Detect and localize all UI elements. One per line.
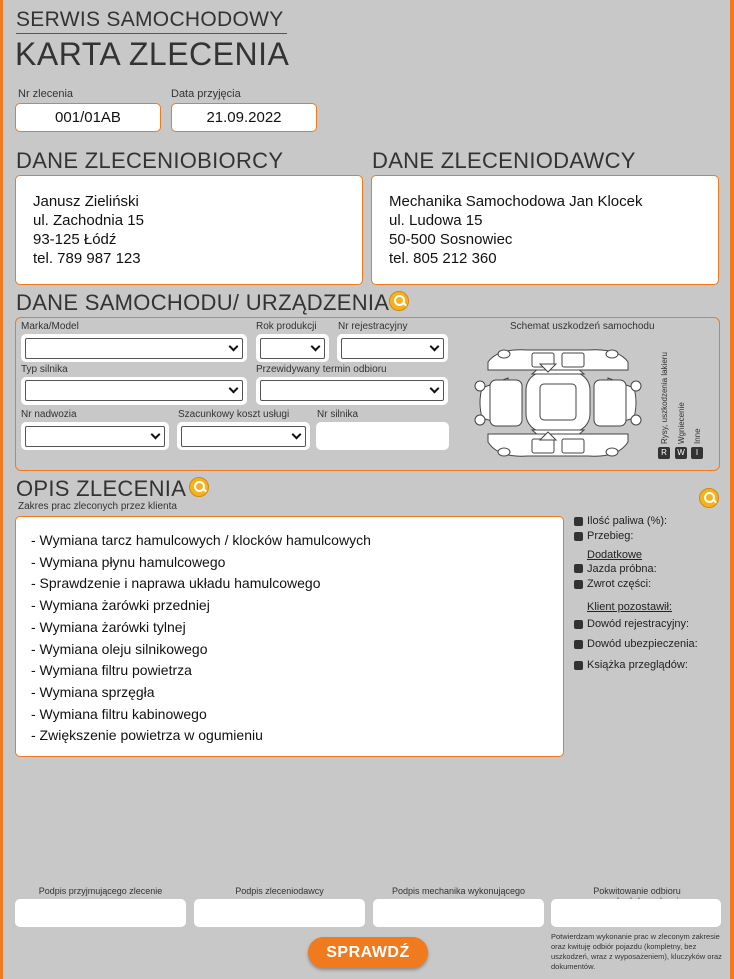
task-item: - Wymiana tarcz hamulcowych / klocków hamulcowych	[31, 532, 371, 548]
signature-mechanic-field[interactable]	[373, 899, 544, 927]
mileage-label: Przebieg:	[587, 530, 634, 542]
test-drive-checkbox[interactable]	[574, 564, 583, 573]
task-item: - Wymiana filtru powietrza	[31, 662, 192, 679]
parts-return-checkbox[interactable]	[574, 580, 583, 589]
order-date-label: Data przyjęcia	[171, 88, 241, 100]
contractor-name: Mechanika Samochodowa Jan Klocek	[389, 193, 643, 210]
client-phone: tel. 789 987 123	[33, 250, 141, 267]
pickup-date-label: Przewidywany termin odbioru	[256, 364, 387, 375]
vehicle-heading: DANE SAMOCHODU/ URZĄDZENIA	[16, 290, 390, 315]
task-item: - Wymiana żarówki tylnej	[31, 618, 186, 635]
client-name: Janusz Zieliński	[33, 193, 139, 210]
task-item: - Wymiana filtru kabinowego	[31, 705, 207, 722]
signature-pickup-field[interactable]	[551, 899, 721, 927]
legend-label-dent: Wgniecenie	[677, 402, 686, 444]
client-street: ul. Zachodnia 15	[33, 212, 144, 229]
chevron-down-icon	[151, 430, 161, 440]
pickup-date-select[interactable]	[260, 380, 444, 401]
signature-client-label: Podpis zleceniodawcy	[235, 886, 324, 896]
task-item: - Wymiana żarówki przedniej	[31, 597, 210, 614]
signature-receiver-label: Podpis przyjmującego zlecenie	[38, 886, 163, 896]
cost-label: Szacunkowy koszt usługi	[178, 409, 290, 420]
fuel-checkbox[interactable]	[574, 517, 583, 526]
service-book-checkbox[interactable]	[574, 661, 583, 670]
chevron-down-icon	[430, 342, 440, 352]
year-select[interactable]	[260, 338, 325, 359]
task-item: - Wymiana płynu hamulcowego	[31, 553, 226, 570]
registration-label: Nr rejestracyjny	[338, 321, 408, 332]
chevron-down-icon	[229, 342, 239, 352]
service-book-label: Książka przeglądów:	[587, 659, 688, 671]
task-item: - Sprawdzenie i naprawa układu hamulcowego	[31, 575, 321, 592]
parts-return-label: Zwrot części:	[587, 578, 652, 590]
engine-nr-label: Nr silnika	[317, 409, 359, 420]
legend-label-scratch: Rysy, uszkodzenia lakieru	[660, 352, 669, 444]
search-icon[interactable]	[699, 488, 719, 508]
task-item: - Zwiększenie powietrza w ogumieniu	[31, 727, 263, 744]
contractor-address-box[interactable]	[371, 175, 719, 285]
engine-type-select[interactable]	[25, 380, 243, 401]
test-drive-label: Jazda próbna:	[587, 563, 657, 575]
tasks-textarea[interactable]	[15, 516, 564, 757]
chevron-down-icon	[292, 430, 302, 440]
legend-code-other: I	[691, 447, 703, 459]
insurance-doc-checkbox[interactable]	[574, 640, 583, 649]
contractor-city: 50-500 Sosnowiec	[389, 231, 513, 248]
car-damage-diagram[interactable]	[468, 344, 648, 462]
vin-label: Nr nadwozia	[21, 409, 77, 420]
pickup-confirmation-note: Potwierdzam wykonanie prac w zleconym zakresie oraz kwituję odbiór pojazdu (kompletny, bez uszkodzeń, wraz z wyposażeniem), kluczyków oraz dokumentów.	[551, 932, 722, 971]
order-number-label: Nr zlecenia	[18, 88, 74, 100]
chevron-down-icon	[229, 384, 239, 394]
header-subtitle: SERWIS SAMOCHODOWY	[16, 8, 284, 31]
client-address-box[interactable]	[15, 175, 363, 285]
chevron-down-icon	[430, 384, 440, 394]
contractor-heading: DANE ZLECENIODAWCY	[372, 148, 636, 173]
make-model-label: Marka/Model	[21, 321, 79, 332]
legend-code-dent: W	[675, 447, 687, 459]
registration-doc-label: Dowód rejestracyjny:	[587, 618, 690, 630]
engine-nr-input[interactable]	[316, 422, 449, 450]
search-icon[interactable]	[389, 291, 409, 311]
task-item: - Wymiana sprzęgła	[31, 683, 155, 700]
signature-pickup-label: Pokwitowanie odbioru	[593, 886, 681, 896]
year-label: Rok produkcji	[256, 321, 317, 332]
signature-mechanic-label: Podpis mechanika wykonującego	[391, 886, 526, 896]
contractor-phone: tel. 805 212 360	[389, 250, 497, 267]
check-button[interactable]: SPRAWDŹ	[308, 937, 428, 968]
order-date-field[interactable]: 21.09.2022	[171, 103, 317, 132]
chevron-down-icon	[311, 342, 321, 352]
client-heading: DANE ZLECENIOBIORCY	[16, 148, 284, 173]
fuel-label: Ilość paliwa (%):	[587, 515, 668, 527]
make-model-select[interactable]	[25, 338, 243, 359]
header-divider	[16, 33, 287, 34]
description-sublabel: Zakres prac zleconych przez klienta	[18, 501, 177, 512]
task-item: - Wymiana oleju silnikowego	[31, 640, 208, 657]
left-items-heading: Klient pozostawił:	[587, 601, 672, 613]
cost-select[interactable]	[181, 426, 306, 447]
order-number-field[interactable]: 001/01AB	[15, 103, 161, 132]
registration-select[interactable]	[341, 338, 444, 359]
legend-code-scratch: R	[658, 447, 670, 459]
mileage-checkbox[interactable]	[574, 532, 583, 541]
vin-select[interactable]	[25, 426, 165, 447]
search-icon[interactable]	[189, 477, 209, 497]
legend-label-other: Inne	[693, 428, 702, 444]
insurance-doc-label: Dowód ubezpieczenia:	[587, 638, 698, 650]
damage-schema-title: Schemat uszkodzeń samochodu	[510, 321, 655, 332]
page-title: KARTA ZLECENIA	[15, 36, 290, 72]
engine-type-label: Typ silnika	[21, 364, 68, 375]
client-city: 93-125 Łódź	[33, 231, 117, 248]
extra-heading: Dodatkowe	[587, 549, 643, 561]
signature-receiver-field[interactable]	[15, 899, 186, 927]
signature-client-field[interactable]	[194, 899, 365, 927]
description-heading: OPIS ZLECENIA	[16, 476, 187, 501]
registration-doc-checkbox[interactable]	[574, 620, 583, 629]
contractor-street: ul. Ludowa 15	[389, 212, 483, 229]
